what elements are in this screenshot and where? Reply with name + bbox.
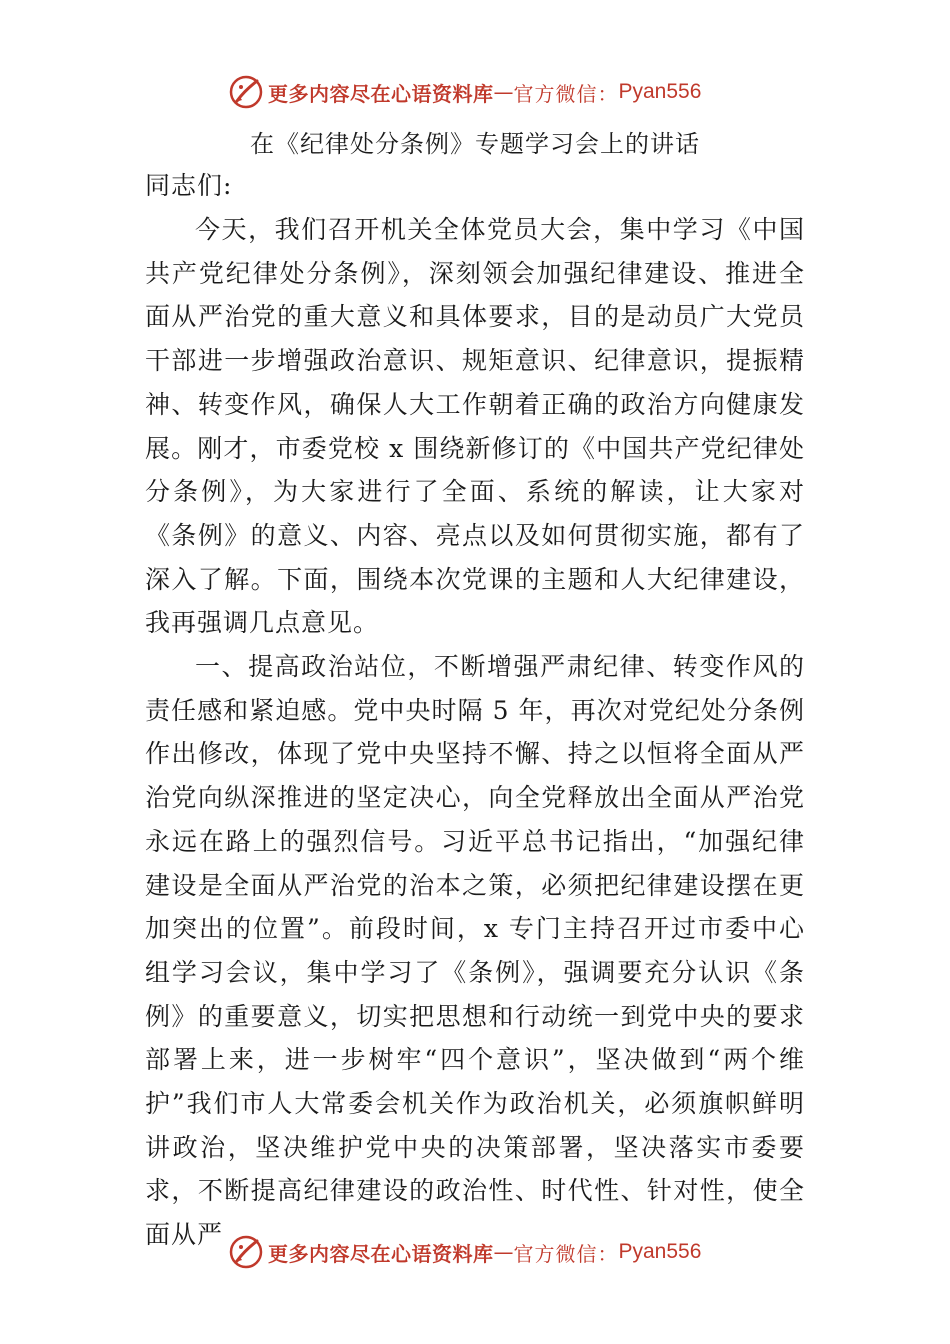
banner-dash: —: [493, 80, 514, 104]
salutation: 同志们:: [145, 171, 233, 200]
document-title: 在《纪律处分条例》专题学习会上的讲话: [250, 130, 700, 158]
banner-site-name: 更多内容尽在心语资料库: [268, 81, 494, 106]
banner-wechat-label: 官方微信：: [513, 1241, 619, 1266]
banner-dash: —: [493, 1240, 514, 1264]
pen-circle-logo-icon: [228, 74, 264, 110]
banner-wechat-id: Pyan556: [618, 1240, 702, 1263]
banner-site-name: 更多内容尽在心语资料库: [268, 1241, 494, 1266]
document-body: [145, 164, 805, 1257]
pen-circle-logo-icon: [228, 1234, 264, 1270]
paragraph: 一、提高政治站位，不断增强严肃纪律、转变作风的责任感和紧迫感。党中央时隔 5 年，再次对党纪处分条例作出修改，体现了党中央坚持不懈、持之以恒将全面从严治党向纵深推进的坚定决心，向全党释放出全面从严治党永远在路上的强烈信号。习近平总书记指出，“加强纪律建设是全面从严治党的治本之策，必须把纪律建设摆在更加突出的位置”。前段时间，x 专门主持召开过市委中心组学习会议，集中学习了《条例》，强调要充分认识《条例》的重要意义，切实把思想和行动统一到党中央的要求部署上来，进一步树牢“四个意识”，坚决做到“两个维护”我们市人大常委会机关作为政治机关，必须旗帜鲜明讲政治，坚决维护党中央的决策部署，坚决落实市委要求，不断提高纪律建设的政治性、时代性、针对性，使全面从严: [145, 652, 805, 1250]
footer-banner: [228, 1232, 701, 1272]
paragraph: 今天，我们召开机关全体党员大会，集中学习《中国共产党纪律处分条例》，深刻领会加强纪律建设、推进全面从严治党的重大意义和具体要求，目的是动员广大党员干部进一步增强政治意识、规矩意识、纪律意识，提振精神、转变作风，确保人大工作朝着正确的政治方向健康发展。刚才，市委党校 x 围绕新修订的《中国共产党纪律处分条例》，为大家进行了全面、系统的解读，让大家对《条例》的意义、内容、亮点以及如何贯彻实施，都有了深入了解。下面，围绕本次党课的主题和人大纪律建设，我再强调几点意见。: [145, 215, 805, 638]
banner-wechat-label: 官方微信：: [513, 81, 619, 106]
banner-wechat-id: Pyan556: [618, 80, 702, 103]
header-banner: [228, 72, 701, 112]
